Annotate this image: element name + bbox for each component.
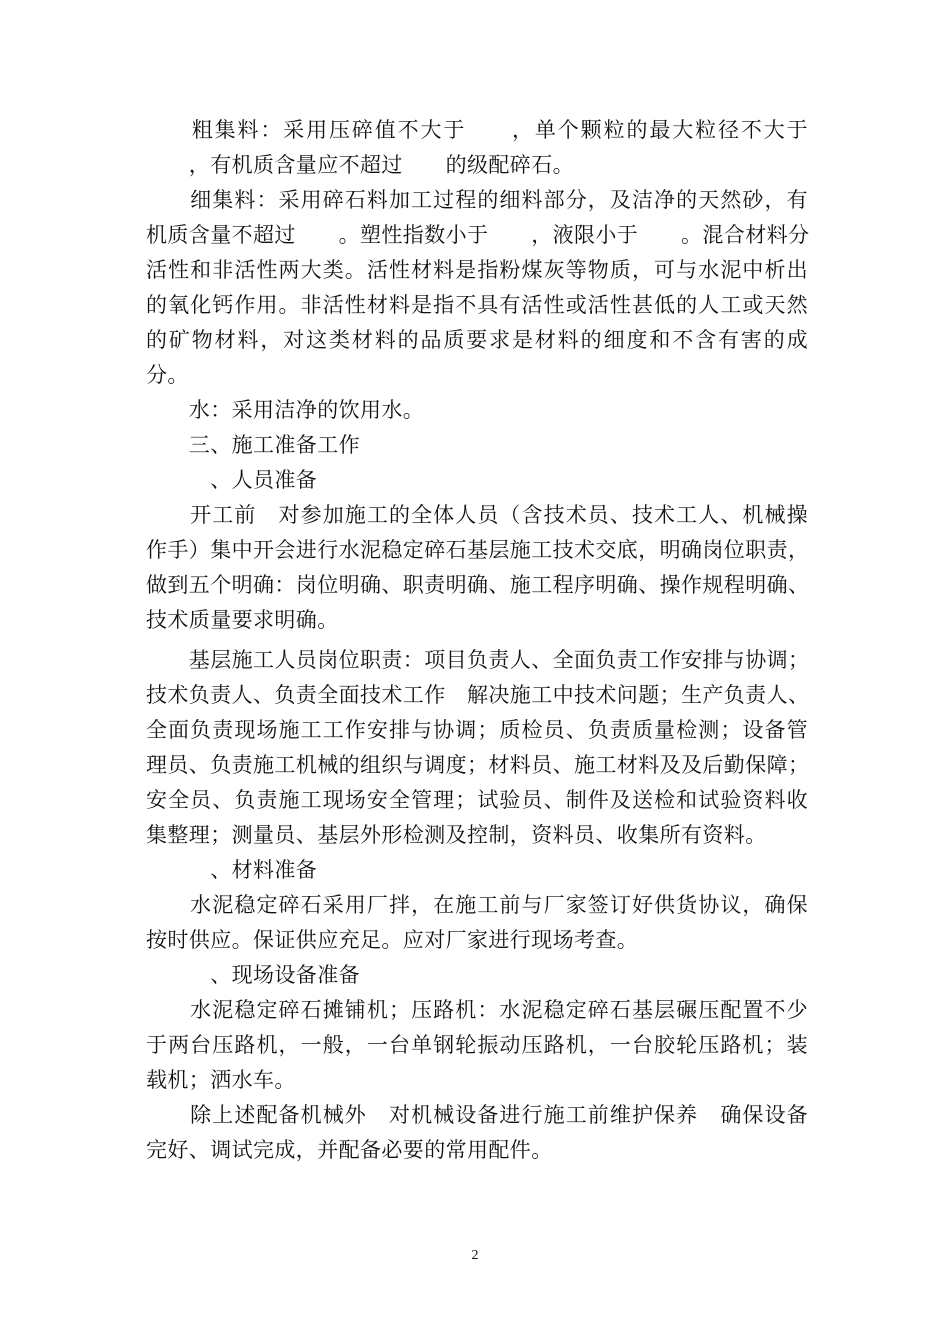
text-line: 技术负责人、负责全面技术工作 解决施工中技术问题；生产负责人、: [146, 683, 810, 707]
text-line: 活性和非活性两大类。活性材料是指粉煤灰等物质，可与水泥中析出: [146, 258, 808, 282]
text-line: 作手）集中开会进行水泥稳定碎石基层施工技术交底，明确岗位职责，: [146, 538, 810, 562]
text-line: 开工前 对参加施工的全体人员（含技术员、技术工人、机械操: [146, 503, 808, 527]
text-line: 分。: [146, 363, 189, 387]
page-number: 2: [471, 1248, 479, 1263]
text-line: 水泥稳定碎石采用厂拌，在施工前与厂家签订好供货协议，确保: [146, 893, 808, 917]
text-line: 的氧化钙作用。非活性材料是指不具有活性或活性甚低的人工或天然: [146, 293, 808, 317]
text-line: 水泥稳定碎石摊铺机；压路机：水泥稳定碎石基层碾压配置不少: [146, 998, 808, 1022]
text-line: 集整理；测量员、基层外形检测及控制，资料员、收集所有资料。: [146, 823, 767, 847]
text-line: ，有机质含量应不超过 的级配碎石。: [146, 153, 574, 177]
text-line: 除上述配备机械外 对机械设备进行施工前维护保养 确保设备: [146, 1103, 808, 1127]
section-heading: 三、施工准备工作: [146, 433, 360, 457]
subsection-heading: 、现场设备准备: [146, 963, 360, 987]
text-line: 安全员、负责施工现场安全管理；试验员、制件及送检和试验资料收: [146, 788, 808, 812]
text-line: 做到五个明确：岗位明确、职责明确、施工程序明确、操作规程明确、: [146, 573, 810, 597]
text-line: 机质含量不超过 。塑性指数小于 ，液限小于 。混合材料分: [146, 223, 810, 247]
text-line: 载机；洒水车。: [146, 1068, 296, 1092]
text-line: 理员、负责施工机械的组织与调度；材料员、施工材料及及后勤保障；: [146, 753, 810, 777]
text-line: 水：采用洁净的饮用水。: [146, 398, 425, 422]
subsection-heading: 、人员准备: [146, 468, 318, 492]
text-line: 细集料：采用碎石料加工过程的细料部分，及洁净的天然砂，有: [146, 188, 808, 212]
text-line: 完好、调试完成，并配备必要的常用配件。: [146, 1138, 553, 1162]
text-line: 的矿物材料，对这类材料的品质要求是材料的细度和不含有害的成: [146, 328, 808, 352]
text-line: 于两台压路机，一般，一台单钢轮振动压路机，一台胶轮压路机；装: [146, 1033, 808, 1057]
text-line: 按时供应。保证供应充足。应对厂家进行现场考查。: [146, 928, 639, 952]
text-line: 基层施工人员岗位职责：项目负责人、全面负责工作安排与协调；: [146, 648, 810, 672]
text-line: 技术质量要求明确。: [146, 608, 339, 632]
subsection-heading: 、材料准备: [146, 858, 318, 882]
text-line: 全面负责现场施工工作安排与协调；质检员、负责质量检测；设备管: [146, 718, 808, 742]
text-line: 粗集料：采用压碎值不大于 ，单个颗粒的最大粒径不大于: [146, 118, 808, 142]
